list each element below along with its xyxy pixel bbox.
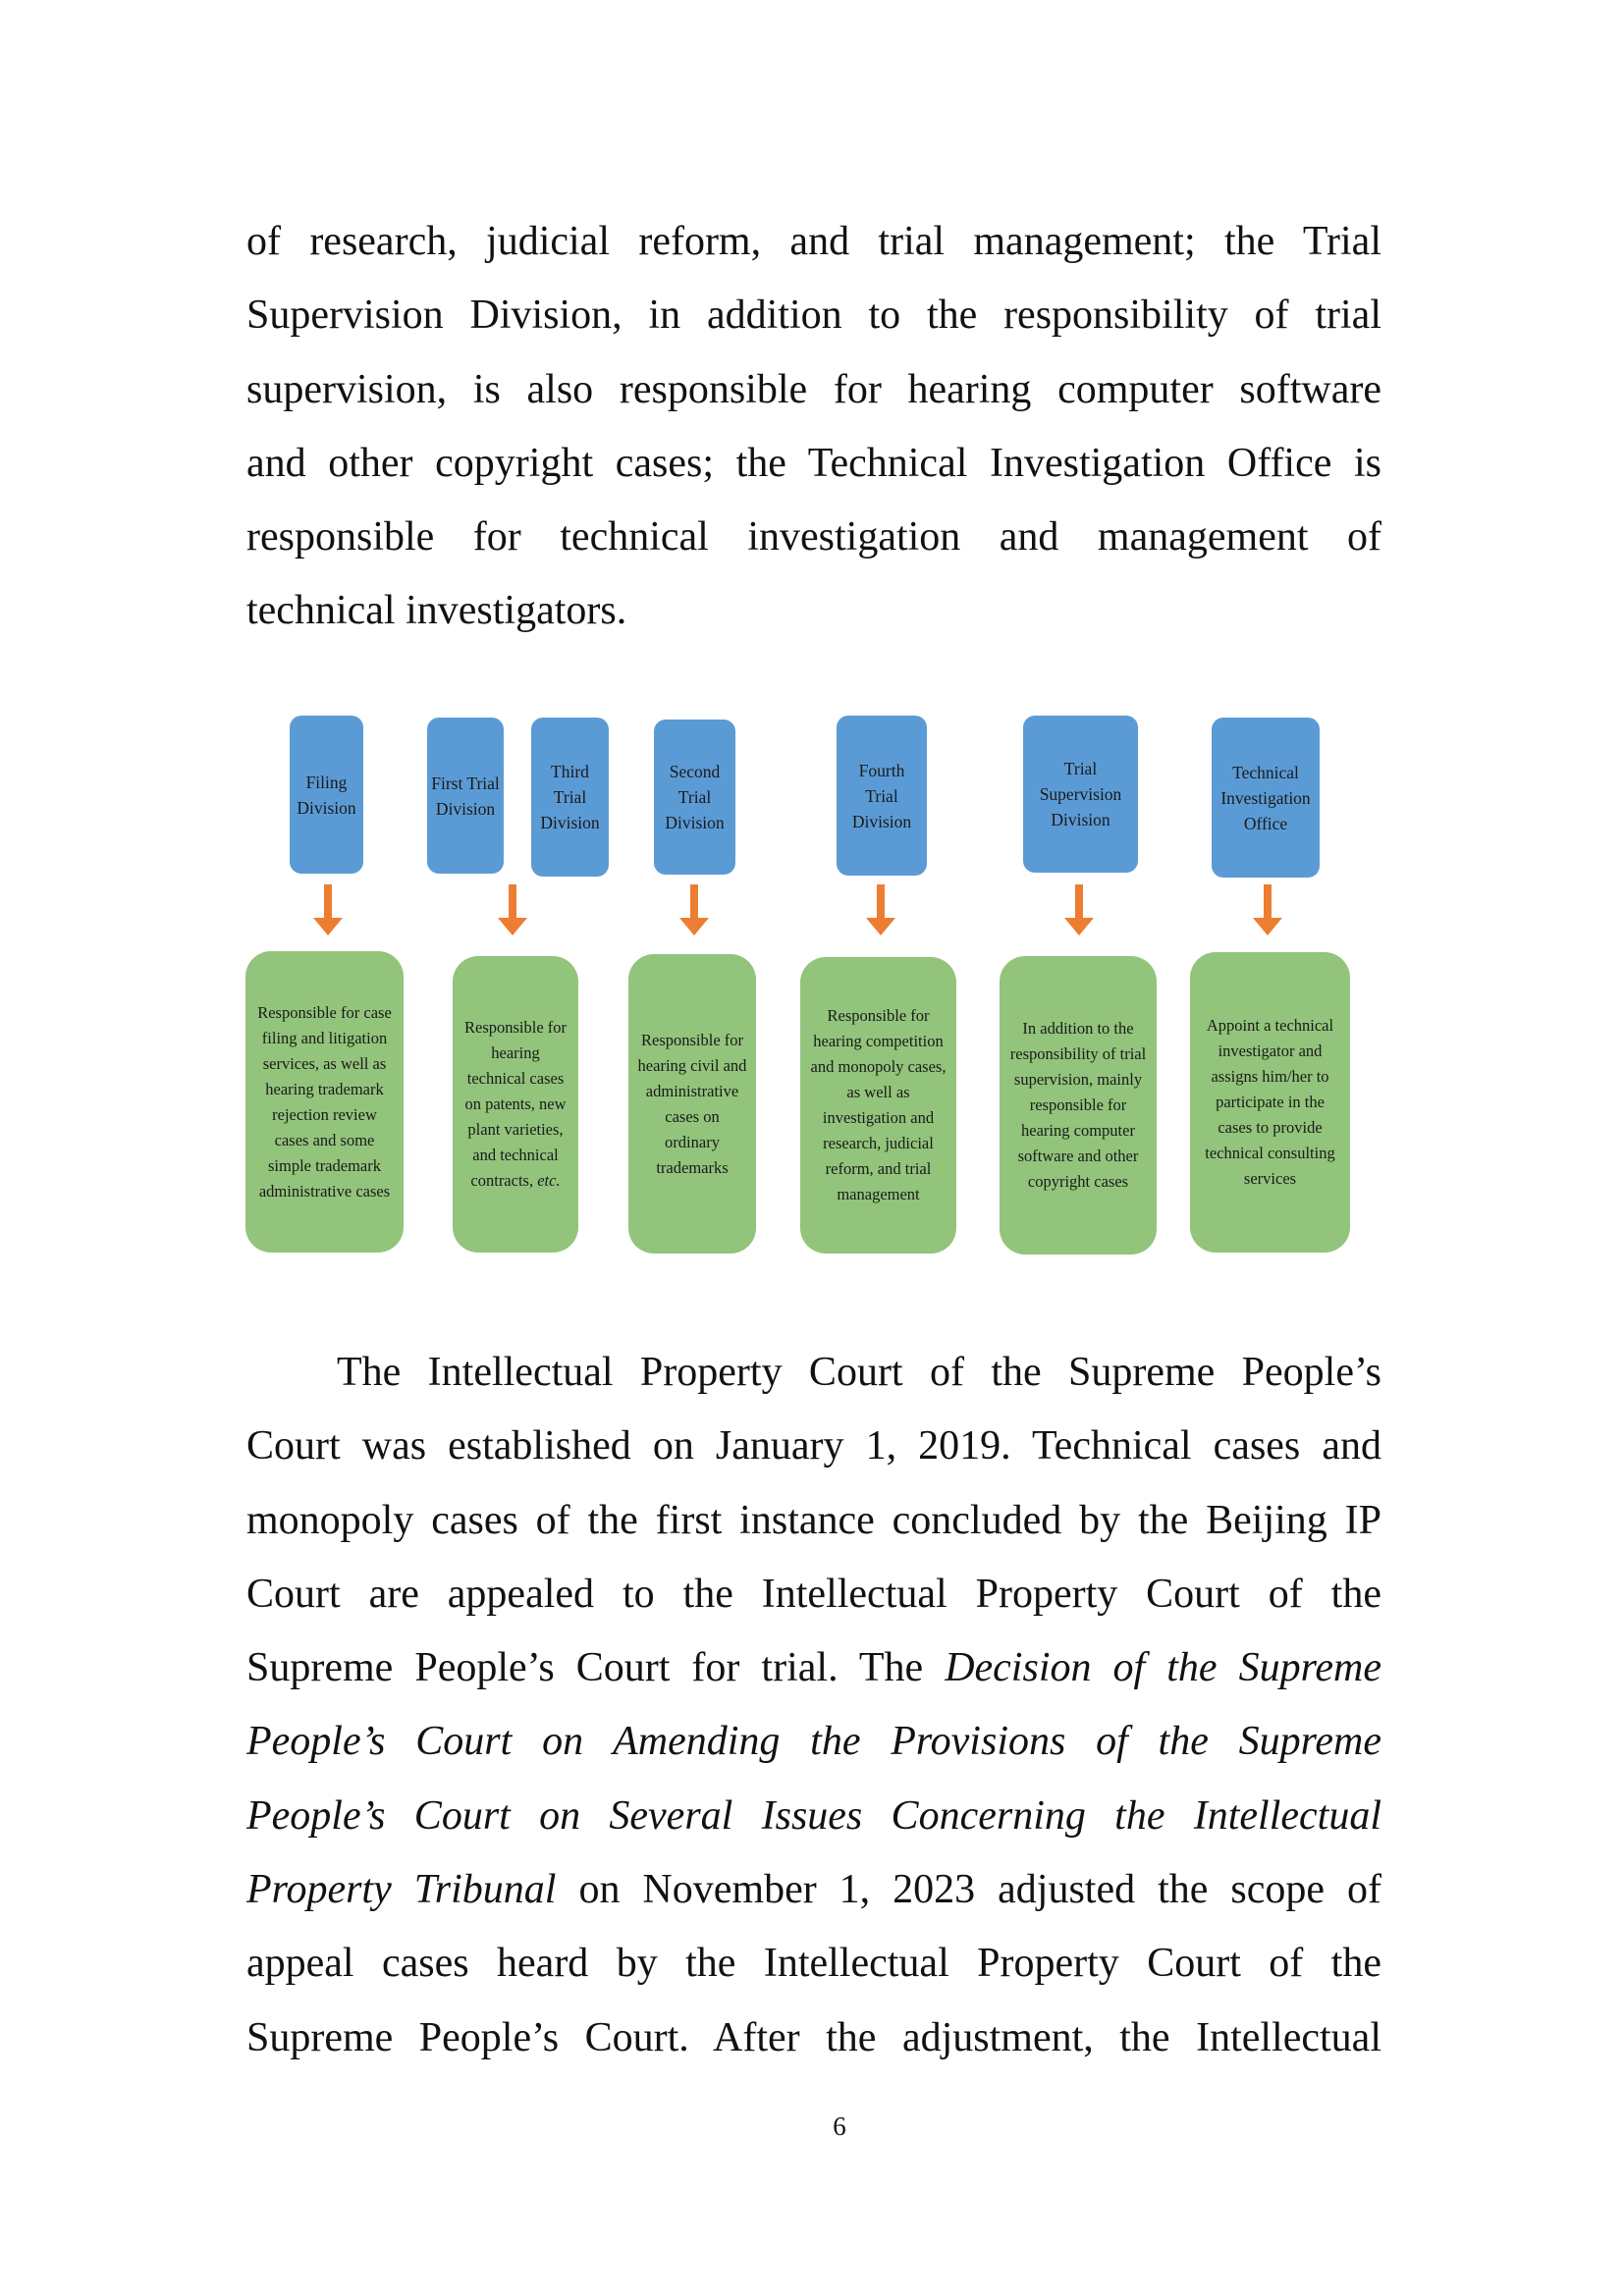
duty-box-trial-supervision [1000, 956, 1157, 1255]
text-line: The Intellectual Property Court of the Supreme People’s [337, 1350, 1381, 1395]
duty-box-first-third-trial [453, 956, 578, 1253]
text-line: appeal cases heard by the Intellectual Property Court of the [246, 1941, 1381, 1987]
division-label: Second Trial Division [665, 762, 725, 832]
duty-box-second-trial [628, 954, 756, 1254]
page-number: 6 [833, 2111, 846, 2141]
text-line: responsible for technical investigation and management of [246, 514, 1381, 561]
duty-text: In addition to the responsibility of trial supervision, mainly responsible for hearing computer software and other copyright cases [1009, 1019, 1147, 1191]
division-label: Fourth Trial Division [851, 760, 912, 831]
division-box-trial-supervision [1023, 716, 1138, 873]
text-line: People’s Court on Several Issues Concerning the Intellectual [246, 1792, 1381, 1839]
text-line: Court are appealed to the Intellectual Property Court of the [246, 1571, 1381, 1617]
text-line: monopoly cases of the first instance concluded by the Beijing IP [246, 1497, 1381, 1543]
text-line: Supreme People’s Court for trial. The Decision of the Supreme [246, 1645, 1381, 1691]
division-box-filing [290, 716, 363, 874]
text-line: technical investigators. [246, 588, 627, 634]
division-label: Third Trial Division [540, 762, 600, 832]
duty-text: Appoint a technical investigator and assigns him/her to participate in the cases to provide technical consulting services [1205, 1016, 1335, 1188]
division-label: Technical Investigation Office [1220, 762, 1311, 833]
division-box-second-trial [654, 720, 735, 875]
division-label: Filing Division [297, 772, 356, 818]
division-box-third-trial [531, 718, 609, 877]
division-box-first-trial [427, 718, 504, 874]
text-line: People’s Court on Amending the Provisions of the Supreme [246, 1719, 1381, 1765]
duty-text: Responsible for hearing technical cases on patents, new plant varieties, and technical contracts, etc. [463, 1018, 568, 1190]
division-box-fourth-trial [837, 716, 927, 876]
division-label: First Trial Division [431, 773, 500, 819]
text-line: of research, judicial reform, and trial management; the Trial [246, 219, 1381, 264]
paragraph-top [246, 205, 1381, 649]
duty-text: Responsible for hearing civil and administrative cases on ordinary trademarks [637, 1030, 747, 1177]
text-line: supervision, is also responsible for hearing computer software [246, 366, 1381, 412]
duty-text: Responsible for case filing and litigation services, as well as hearing trademark rejection review cases and some simple trademark administrative cases [257, 1002, 392, 1201]
text-line: Supervision Division, in addition to the responsibility of trial [246, 293, 1381, 339]
division-box-technical-investigation [1212, 718, 1320, 878]
division-label: Trial Supervision Division [1039, 759, 1122, 829]
duty-box-fourth-trial [800, 957, 956, 1254]
text-line: Court was established on January 1, 2019. Technical cases and [246, 1423, 1381, 1469]
paragraph-bottom [246, 1336, 1381, 2075]
decision-title: Decision of the Supreme [945, 1645, 1381, 1691]
text-line: Supreme People’s Court. After the adjustment, the Intellectual [246, 2014, 1381, 2060]
text-line: Property Tribunal on November 1, 2023 adjusted the scope of [246, 1867, 1381, 1913]
duty-box-technical-investigation [1190, 952, 1350, 1253]
duty-text: Responsible for hearing competition and monopoly cases, as well as investigation and research, judicial reform, and trial management [810, 1006, 947, 1203]
text-line: and other copyright cases; the Technical Investigation Office is [246, 440, 1381, 486]
duty-box-filing [245, 951, 404, 1253]
